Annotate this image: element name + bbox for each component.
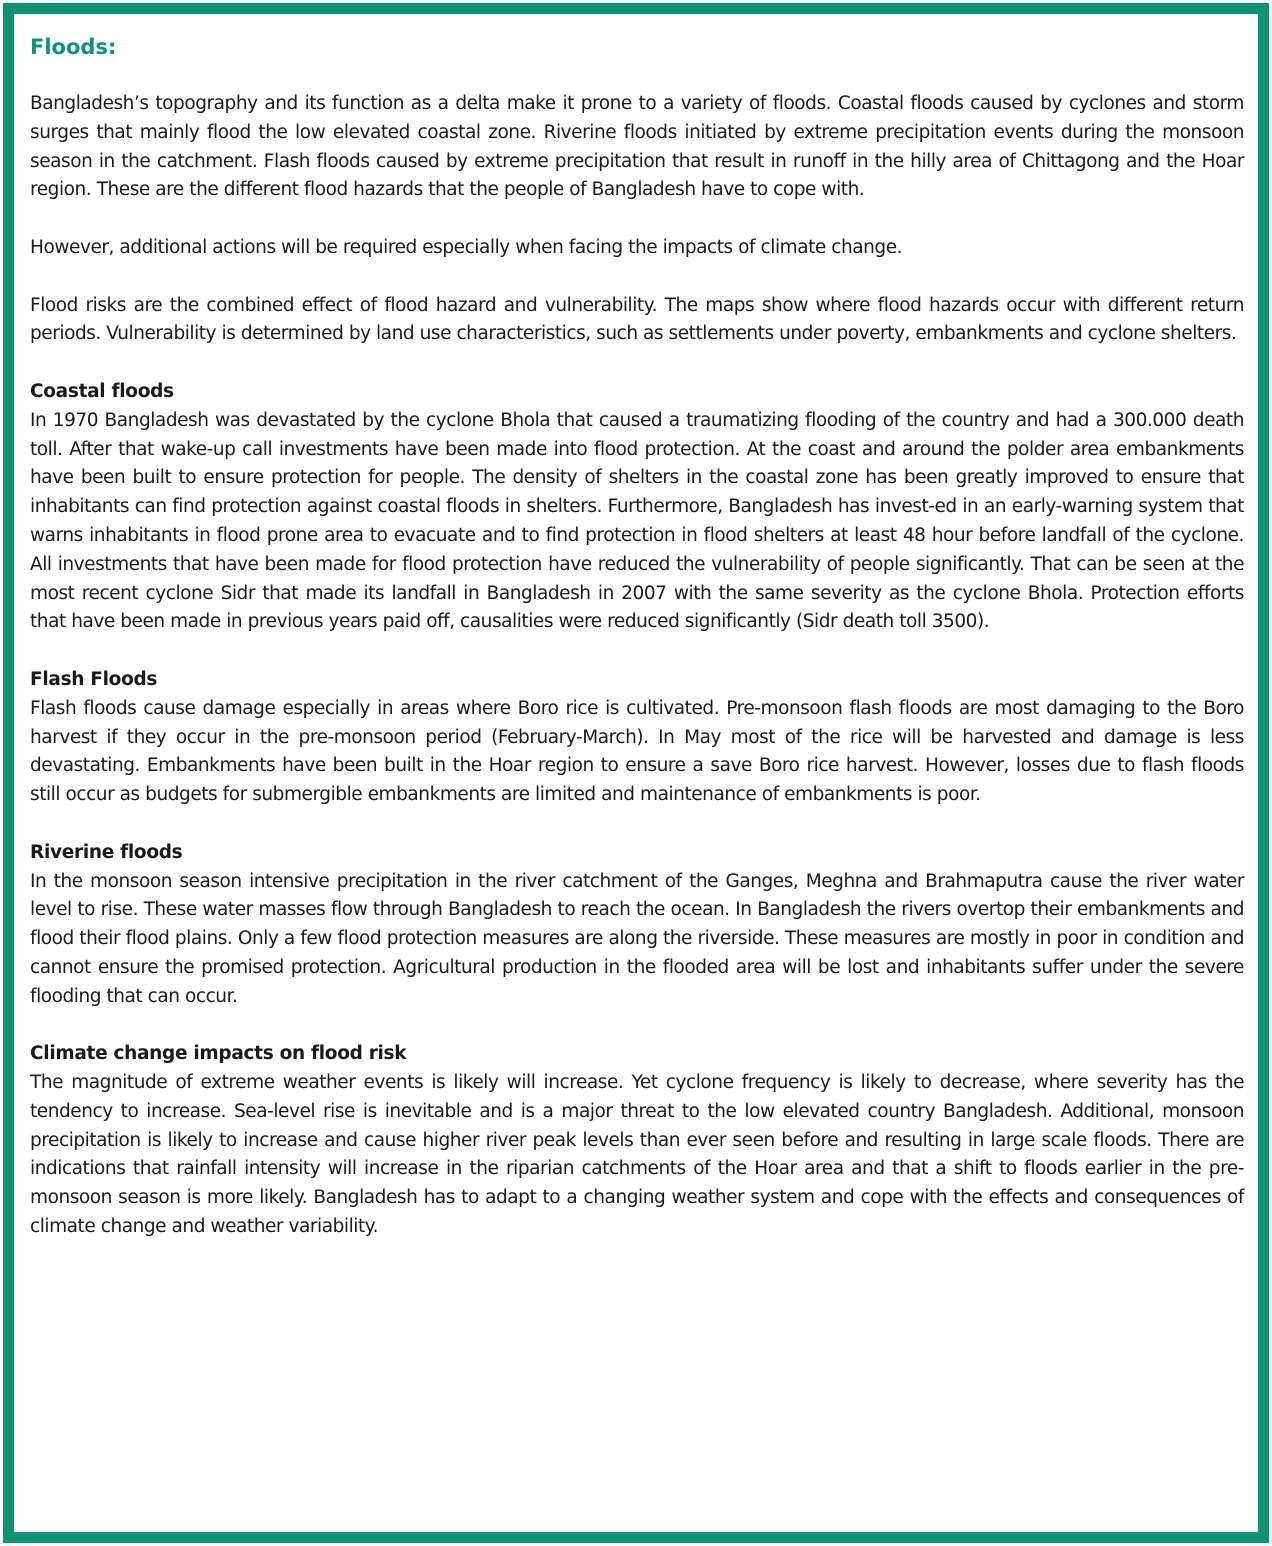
- intro-paragraph-3: Flood risks are the combined effect of flood hazard and vulnerability. The maps show where flood hazards occur with different return periods. Vulnerability is determined by land use characteristics, such as settlements under poverty, embankments and cyclone shelters.: [30, 294, 1244, 345]
- section-heading: Climate change impacts on flood risk: [30, 1043, 407, 1065]
- page-title: Floods:: [30, 35, 117, 59]
- intro-paragraph-2: However, additional actions will be required especially when facing the impacts of climate change.: [30, 236, 903, 258]
- section-body: The magnitude of extreme weather events is likely will increase. Yet cyclone frequency is likely to decrease, where severity has the tendency to increase. Sea-level rise is inevitable and is a major threat to the low elevated country Bangladesh. Additional, monsoon precipitation is likely to increase and cause higher river peak levels than ever seen before and resulting in large scale floods. There are indications that rainfall intensity will increase in the riparian catchments of the Hoar area and that a shift to floods earlier in the pre-monsoon season is more likely. Bangladesh has to adapt to a changing weather system and cope with the effects and consequences of climate change and weather variability.: [30, 1072, 1244, 1238]
- section-heading: Riverine floods: [30, 841, 183, 863]
- section-flash-floods: [30, 666, 1244, 810]
- section-body: In 1970 Bangladesh was devastated by the cyclone Bhola that caused a traumatizing flooding of the country and had a 300.000 death toll. After that wake-up call investments have been made into flood protection. At the coast and around the polder area embankments have been built to ensure protection for people. The density of shelters in the coastal zone has been greatly improved to ensure that inhabitants can find protection against coastal floods in shelters. Furthermore, Bangladesh has invest-ed in an early-warning system that warns inhabitants in flood prone area to evacuate and to find protection in flood shelters at least 48 hour before landfall of the cyclone. All investments that have been made for flood protection have reduced the vulnerability of people significantly. That can be seen at the most recent cyclone Sidr that made its landfall in Bangladesh in 2007 with the same severity as the cyclone Bhola. Protection efforts that have been made in previous years paid off, causalities were reduced significantly (Sidr death toll 3500).: [30, 409, 1244, 633]
- section-body: Flash floods cause damage especially in areas where Boro rice is cultivated. Pre-monsoon flash floods are most damaging to the Boro harvest if they occur in the pre-monsoon period (February-March). In May most of the rice will be harvested and damage is less devastating. Embankments have been built in the Hoar region to ensure a save Boro rice harvest. However, losses due to flash floods still occur as budgets for submergible embankments are limited and maintenance of embankments is poor.: [30, 697, 1244, 806]
- document-content: [30, 32, 1244, 1271]
- intro-paragraph-1: Bangladesh’s topography and its function as a delta make it prone to a variety of floods. Coastal floods caused by cyclones and storm surges that mainly flood the low elevated coastal zone. Riverine floods initiated by extreme precipitation events during the monsoon season in the catchment. Flash floods caused by extreme precipitation that result in runoff in the hilly area of Chittagong and the Hoar region. These are the different flood hazards that the people of Bangladesh have to cope with.: [30, 93, 1244, 201]
- section-coastal-floods: [30, 378, 1244, 637]
- section-body: In the monsoon season intensive precipitation in the river catchment of the Ganges, Meghna and Brahmaputra cause the river water level to rise. These water masses flow through Bangladesh to reach the ocean. In Bangladesh the rivers overtop their embankments and flood their flood plains. Only a few flood protection measures are along the riverside. These measures are mostly in poor in condition and cannot ensure the promised protection. Agricultural production in the flooded area will be lost and inhabitants suffer under the severe flooding that can occur.: [30, 870, 1244, 1007]
- section-riverine-floods: [30, 839, 1244, 1012]
- section-climate-change: [30, 1040, 1244, 1242]
- section-heading: Flash Floods: [30, 668, 158, 690]
- section-heading: Coastal floods: [30, 380, 174, 402]
- document-frame: [3, 3, 1269, 1543]
